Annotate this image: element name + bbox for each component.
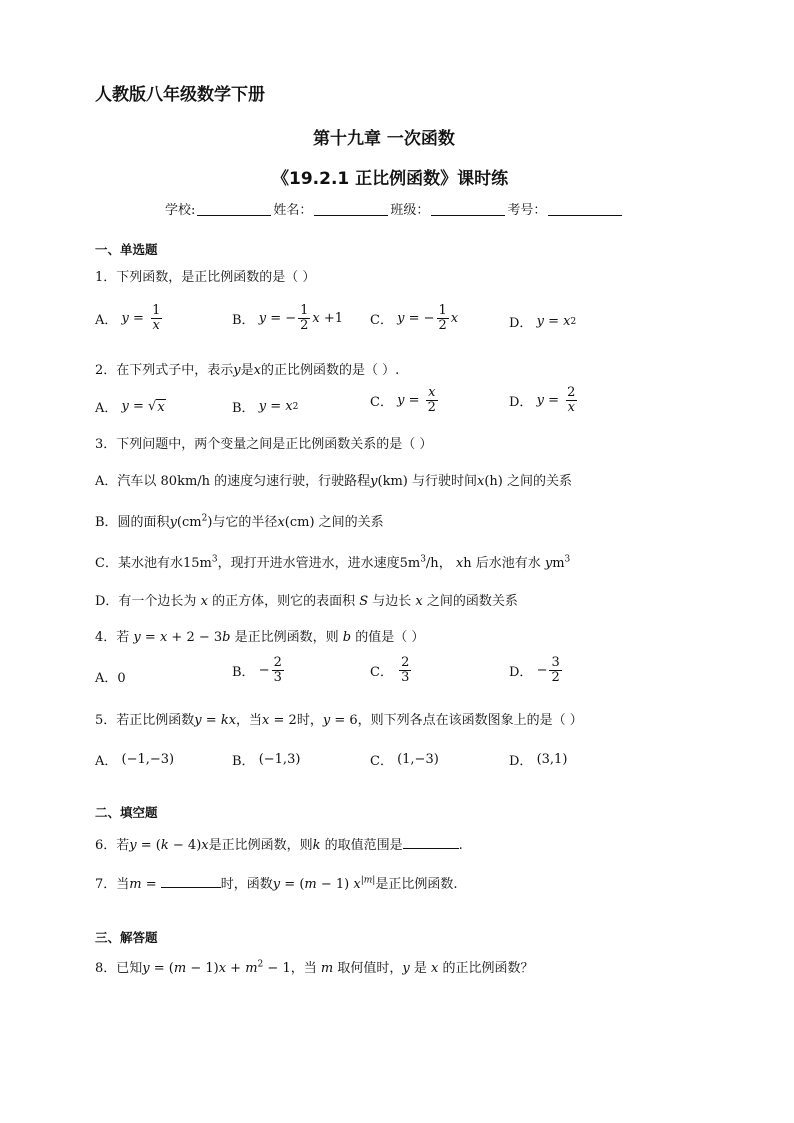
question-2-option-c[interactable]: C． y = $\frac{x}{2}$	[370, 385, 436, 415]
section-fill-blank: 二、填空题	[95, 805, 158, 820]
school-label: 学校:	[165, 203, 196, 218]
class-label: 班级：	[390, 203, 430, 218]
question-6-answer-blank[interactable]	[403, 836, 459, 849]
question-2-stem: 2．在下列式子中，表示y是x的正比例函数的是（ ）.	[95, 363, 400, 378]
question-2-option-a[interactable]: A． y = √ x	[95, 399, 165, 416]
question-4-option-b[interactable]: B． − $\frac{2}{3}$	[232, 655, 282, 685]
question-3-option-a[interactable]: A．汽车以 80km/h 的速度匀速行驶，行驶路程y(km) 与行驶时间x(h) 之间的关系	[95, 474, 573, 489]
question-7-answer-blank[interactable]	[161, 875, 221, 888]
question-5-stem: 5．若正比例函数y = kx，当x = 2时，y = 6，则下列各点在该函数图象上的是（ ）	[95, 713, 583, 728]
question-5-option-b[interactable]: B． (−1,3)	[232, 752, 301, 769]
question-4-option-a[interactable]: A．0	[95, 671, 126, 686]
question-1-stem: 1．下列函数，是正比例函数的是（ ）	[95, 270, 316, 285]
question-1-option-b[interactable]: B． y = − $\frac{1}{2}$ x +1	[232, 303, 344, 333]
question-1-option-d[interactable]: D． y = x 2	[509, 314, 577, 331]
question-2-option-d[interactable]: D． y = $\frac{2}{x}$	[509, 385, 576, 415]
question-4-stem: 4．若 y = x + 2 − 3b 是正比例函数，则 b 的值是（ ）	[95, 630, 425, 645]
question-1-option-a[interactable]: A． y = $\frac{1}{x}$	[95, 303, 161, 333]
lesson-title: 《19.2.1 正比例函数》课时练	[272, 169, 509, 189]
question-8-stem: 8．已知$y = (m - 1)x + m^2 - 1$，当 m 取何值时，y 是 x 的正比例函数？	[95, 959, 534, 976]
chapter-title: 第十九章 一次函数	[313, 129, 455, 149]
exam-number-label: 考号：	[507, 203, 547, 218]
section-single-choice: 一、单选题	[95, 242, 158, 257]
question-4-option-c[interactable]: C． $\frac{2}{3}$	[370, 655, 410, 685]
question-3-option-c[interactable]: C．某水池有水$15m^3$，现打开进水管进水，进水速度$5m^3/h$， xh 后水池有水 $ym^3$	[95, 554, 571, 571]
question-3-option-b[interactable]: B．圆的面积$y(cm^2)$与它的半径x(cm) 之间的关系	[95, 513, 384, 530]
question-7-stem: 7．当m = 时，函数y = (m − 1) $x^{|m|}$是正比例函数.	[95, 875, 458, 892]
question-2-option-b[interactable]: B． y = x 2	[232, 399, 299, 416]
school-blank[interactable]	[197, 203, 271, 216]
question-5-option-a[interactable]: A． (−1,−3)	[95, 752, 175, 769]
question-3-option-d[interactable]: D．有一个边长为 x 的正方体，则它的表面积 S 与边长 x 之间的函数关系	[95, 594, 518, 609]
name-label: 姓名：	[273, 203, 313, 218]
question-5-option-c[interactable]: C． (1,−3)	[370, 752, 439, 769]
student-info-row	[165, 199, 624, 218]
name-blank[interactable]	[314, 203, 388, 216]
question-1-option-c[interactable]: C． y = − $\frac{1}{2}$ x	[370, 303, 459, 333]
section-answer: 三、解答题	[95, 930, 158, 945]
question-6-stem: 6．若y = (k − 4)x是正比例函数，则k 的取值范围是 .	[95, 838, 463, 853]
book-title: 人教版八年级数学下册	[95, 85, 265, 105]
exam-number-blank[interactable]	[548, 203, 622, 216]
question-3-stem: 3．下列问题中，两个变量之间是正比例函数关系的是（ ）	[95, 437, 433, 452]
class-blank[interactable]	[431, 203, 505, 216]
question-5-option-d[interactable]: D． (3,1)	[509, 752, 568, 769]
question-4-option-d[interactable]: D． − $\frac{3}{2}$	[509, 655, 560, 685]
